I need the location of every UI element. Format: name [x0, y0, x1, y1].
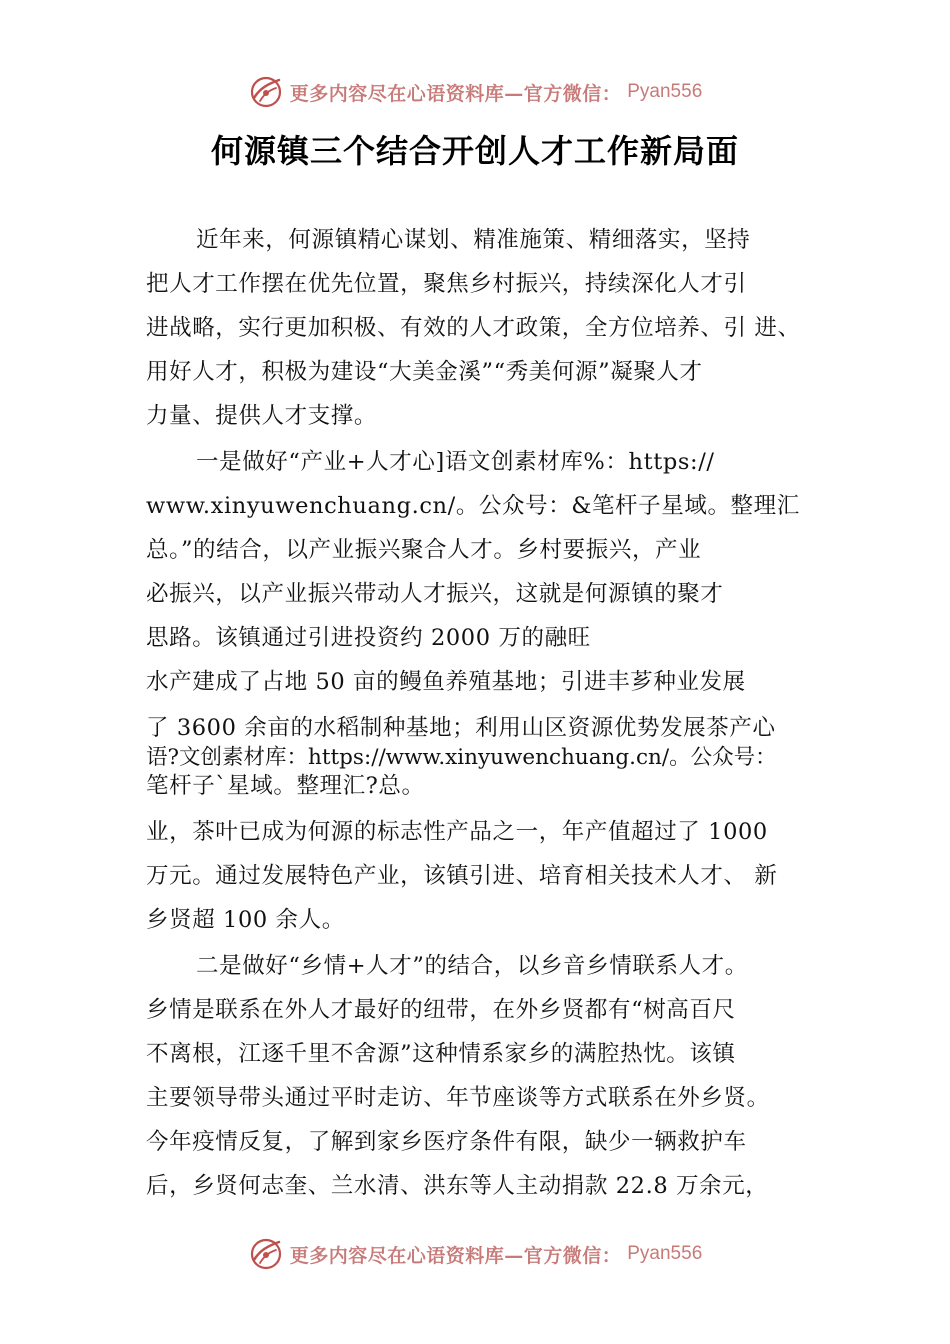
body-line: 乡情是联系在外人才最好的纽带，在外乡贤都有“树高百尺 — [146, 997, 736, 1023]
body-line: 后，乡贤何志奎、兰水清、洪东等人主动捐款 22.8 万余元， — [146, 1173, 769, 1199]
banner-wechat-id: Pyan556 — [627, 1243, 703, 1264]
body-line: 万元。通过发展特色产业，该镇引进、培育相关技术人才、 新 — [146, 863, 778, 889]
body-line: 了 3600 余亩的水稻制种基地；利用山区资源优势发展茶产心 — [146, 715, 776, 741]
body-line: 进战略，实行更加积极、有效的人才政策，全方位培养、引 进、 — [146, 315, 801, 341]
body-line: 近年来，何源镇精心谋划、精准施策、精细落实，坚持 — [196, 227, 751, 253]
body-line: 二是做好“乡情+人才”的结合，以乡音乡情联系人才。 — [196, 953, 748, 979]
body-line: 今年疫情反复，了解到家乡医疗条件有限，缺少一辆救护车 — [146, 1129, 747, 1155]
logo-icon — [248, 74, 284, 110]
body-line: 把人才工作摆在优先位置，聚焦乡村振兴，持续深化人才引 — [146, 271, 747, 297]
body-line: 一是做好“产业+人才心]语文创素材库%：https:// — [196, 449, 715, 475]
banner-text: 更多内容尽在心语资料库—官方微信： — [289, 1244, 622, 1267]
body-line: www.xinyuwenchuang.cn/。公众号：&笔杆子星域。整理汇 — [146, 493, 800, 519]
body-line: 笔杆子`星域。整理汇?总。 — [146, 773, 425, 799]
body-line: 思路。该镇通过引进投资约 2000 万的融旺 — [146, 625, 591, 651]
banner-wechat-id: Pyan556 — [627, 81, 703, 102]
footer-watermark-banner — [0, 1232, 950, 1276]
body-line: 总。”的结合，以产业振兴聚合人才。乡村要振兴，产业 — [146, 537, 702, 563]
body-line: 力量、提供人才支撑。 — [146, 403, 378, 429]
document-title: 何源镇三个结合开创人才工作新局面 — [210, 132, 739, 170]
body-line: 用好人才，积极为建设“大美金溪”“秀美何源”凝聚人才 — [146, 359, 703, 385]
body-line: 业，茶叶已成为何源的标志性产品之一，年产值超过了 1000 — [146, 819, 768, 845]
body-line: 必振兴，以产业振兴带动人才振兴，这就是何源镇的聚才 — [146, 581, 724, 607]
body-line: 不离根，江逐千里不舍源”这种情系家乡的满腔热忱。该镇 — [146, 1041, 736, 1067]
header-watermark-banner — [0, 70, 950, 114]
body-line: 语?文创素材库：https://www.xinyuwenchuang.cn/。公众号： — [146, 745, 777, 770]
body-line: 主要领导带头通过平时走访、年节座谈等方式联系在外乡贤。 — [146, 1085, 770, 1111]
body-line: 乡贤超 100 余人。 — [146, 907, 345, 933]
banner-text: 更多内容尽在心语资料库—官方微信： — [289, 82, 622, 105]
body-line: 水产建成了占地 50 亩的鳗鱼养殖基地；引进丰芗种业发展 — [146, 669, 746, 695]
logo-icon — [248, 1236, 284, 1272]
